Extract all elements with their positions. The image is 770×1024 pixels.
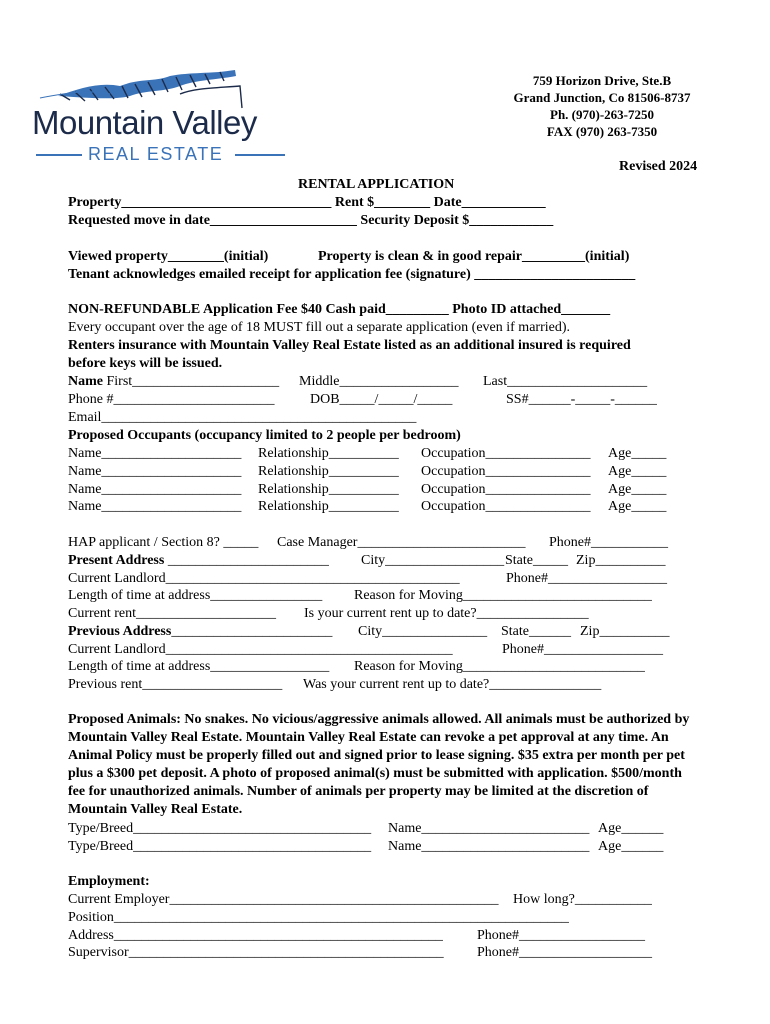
previous-reason-for-moving-field[interactable]: Reason for Moving__________________________ — [354, 659, 645, 674]
pet-type-breed-field[interactable]: Type/Breed__________________________________ — [68, 839, 372, 854]
previous-landlord-field[interactable]: Current Landlord_________________________________________ — [68, 642, 453, 657]
address-line-2: Grand Junction, Co 81506-8737 — [513, 90, 691, 105]
hap-applicant-field[interactable]: HAP applicant / Section 8? _____ — [68, 535, 259, 550]
previous-length-at-address-field[interactable]: Length of time at address_________________ — [68, 659, 330, 674]
viewed-property-line[interactable]: Viewed property________(initial) — [68, 249, 269, 264]
occupant-age-field[interactable]: Age_____ — [608, 464, 667, 479]
move-in-deposit-line[interactable]: Requested move in date_____________________ Security Deposit $____________ — [68, 213, 554, 228]
last-name-field[interactable]: Last____________________ — [483, 374, 648, 389]
occupant-age-field[interactable]: Age_____ — [608, 482, 667, 497]
revised-date: Revised 2024 — [619, 159, 698, 174]
occupant-age-field[interactable]: Age_____ — [608, 446, 667, 461]
logo-name: Mountain Valley — [32, 104, 257, 141]
rent-up-to-date-field[interactable]: Is your current rent up to date?________________ — [304, 606, 589, 621]
form-title: RENTAL APPLICATION — [298, 177, 455, 192]
occupant-age-field[interactable]: Age_____ — [608, 499, 667, 514]
occupant-name-field[interactable]: Name____________________ — [68, 482, 242, 497]
middle-name-field[interactable]: Middle_________________ — [299, 374, 459, 389]
case-manager-field[interactable]: Case Manager________________________ — [277, 535, 526, 550]
present-address-label: Present Address — [68, 553, 165, 568]
reason-for-moving-field[interactable]: Reason for Moving___________________________ — [354, 588, 652, 603]
position-field[interactable]: Position_________________________________________________________________ — [68, 910, 569, 925]
application-fee-line[interactable]: NON-REFUNDABLE Application Fee $40 Cash paid_________ Photo ID attached_______ — [68, 302, 611, 317]
insurance-notice-1: Renters insurance with Mountain Valley Real Estate listed as an additional insured is required — [68, 338, 631, 353]
current-landlord-field[interactable]: Current Landlord__________________________________________ — [68, 571, 460, 586]
company-address — [490, 72, 714, 140]
pet-age-field[interactable]: Age______ — [598, 821, 664, 836]
occupant-name-field[interactable]: Name____________________ — [68, 446, 242, 461]
previous-zip-field[interactable]: Zip__________ — [580, 624, 670, 639]
name-row — [68, 373, 279, 390]
present-zip-field[interactable]: Zip__________ — [576, 553, 666, 568]
occupant-relationship-field[interactable]: Relationship__________ — [258, 446, 399, 461]
pet-type-breed-field[interactable]: Type/Breed__________________________________ — [68, 821, 372, 836]
name-label: Name — [68, 374, 103, 389]
logo-subtitle: REAL ESTATE — [88, 144, 224, 164]
email-field[interactable]: Email_____________________________________________ — [68, 410, 417, 425]
previous-rent-field[interactable]: Previous rent____________________ — [68, 677, 283, 692]
previous-state-field[interactable]: State______ — [501, 624, 571, 639]
address-line-1: 759 Horizon Drive, Ste.B — [532, 73, 672, 88]
occupant-notice: Every occupant over the age of 18 MUST fill out a separate application (even if married). — [68, 320, 570, 335]
length-at-address-field[interactable]: Length of time at address________________ — [68, 588, 323, 603]
pet-name-field[interactable]: Name________________________ — [388, 839, 590, 854]
supervisor-phone-field[interactable]: Phone#___________________ — [477, 945, 652, 960]
present-state-field[interactable]: State_____ — [505, 553, 568, 568]
logo-rule-right — [235, 154, 285, 156]
occupant-occupation-field[interactable]: Occupation_______________ — [421, 482, 591, 497]
occupant-name-field[interactable]: Name____________________ — [68, 499, 242, 514]
supervisor-field[interactable]: Supervisor_____________________________________________ — [68, 945, 444, 960]
occupant-relationship-field[interactable]: Relationship__________ — [258, 499, 399, 514]
first-name-field[interactable]: First_____________________ — [103, 374, 280, 389]
previous-address-field[interactable]: _______________________ — [171, 624, 333, 639]
employer-address-field[interactable]: Address_______________________________________________ — [68, 928, 443, 943]
occupant-occupation-field[interactable]: Occupation_______________ — [421, 464, 591, 479]
occupants-title: Proposed Occupants (occupancy limited to 2 people per bedroom) — [68, 428, 461, 443]
occupant-relationship-field[interactable]: Relationship__________ — [258, 482, 399, 497]
previous-address-row — [68, 623, 332, 640]
current-landlord-phone-field[interactable]: Phone#_________________ — [506, 571, 667, 586]
animal-policy-paragraph: Proposed Animals: No snakes. No vicious/aggressive animals allowed. All animals must be authorized by Mountain Valley Real Estate. Mountain Valley Real Estate can revoke a pet approval at any time. An Animal Policy must be properly filled out and signed prior to lease signing. $35 extra per month per pet plus a $300 pet deposit. A photo of proposed animal(s) must be submitted with application. $500/month fee for unauthorized animals. Number of animals per property may be limited at the discretion of Mountain Valley Real Estate. — [68, 712, 690, 817]
occupant-occupation-field[interactable]: Occupation_______________ — [421, 446, 591, 461]
present-city-field[interactable]: City_________________ — [361, 553, 505, 568]
current-employer-field[interactable]: Current Employer_______________________________________________ — [68, 892, 499, 907]
previous-address-label: Previous Address — [68, 624, 172, 639]
phone-field[interactable]: Phone #_______________________ — [68, 392, 275, 407]
previous-landlord-phone-field[interactable]: Phone#_________________ — [502, 642, 663, 657]
current-rent-field[interactable]: Current rent____________________ — [68, 606, 277, 621]
present-address-field[interactable]: _______________________ — [164, 553, 329, 568]
property-clean-line[interactable]: Property is clean & in good repair_________(initial) — [318, 249, 630, 264]
ss-field[interactable]: SS#______-_____-______ — [506, 392, 657, 407]
company-logo — [30, 68, 295, 168]
fax-number: FAX (970) 263-7350 — [546, 124, 658, 139]
how-long-field[interactable]: How long?___________ — [513, 892, 652, 907]
logo-rule-left — [36, 154, 82, 156]
occupant-name-field[interactable]: Name____________________ — [68, 464, 242, 479]
previous-rent-up-to-date-field[interactable]: Was your current rent up to date?________________ — [303, 677, 602, 692]
property-rent-date-line[interactable]: Property______________________________ Rent $________ Date____________ — [68, 195, 546, 210]
occupant-occupation-field[interactable]: Occupation_______________ — [421, 499, 591, 514]
employment-title: Employment: — [68, 874, 150, 889]
dob-field[interactable]: DOB_____/_____/_____ — [310, 392, 453, 407]
insurance-notice-2: before keys will be issued. — [68, 356, 223, 371]
occupant-relationship-field[interactable]: Relationship__________ — [258, 464, 399, 479]
case-manager-phone-field[interactable]: Phone#___________ — [549, 535, 668, 550]
pet-name-field[interactable]: Name________________________ — [388, 821, 590, 836]
present-address-row — [68, 552, 329, 569]
previous-city-field[interactable]: City_______________ — [358, 624, 488, 639]
pet-age-field[interactable]: Age______ — [598, 839, 664, 854]
phone-number: Ph. (970)-263-7250 — [550, 107, 654, 122]
employer-phone-field[interactable]: Phone#__________________ — [477, 928, 645, 943]
tenant-acknowledge-line[interactable]: Tenant acknowledges emailed receipt for application fee (signature) _______________________ — [68, 267, 636, 282]
